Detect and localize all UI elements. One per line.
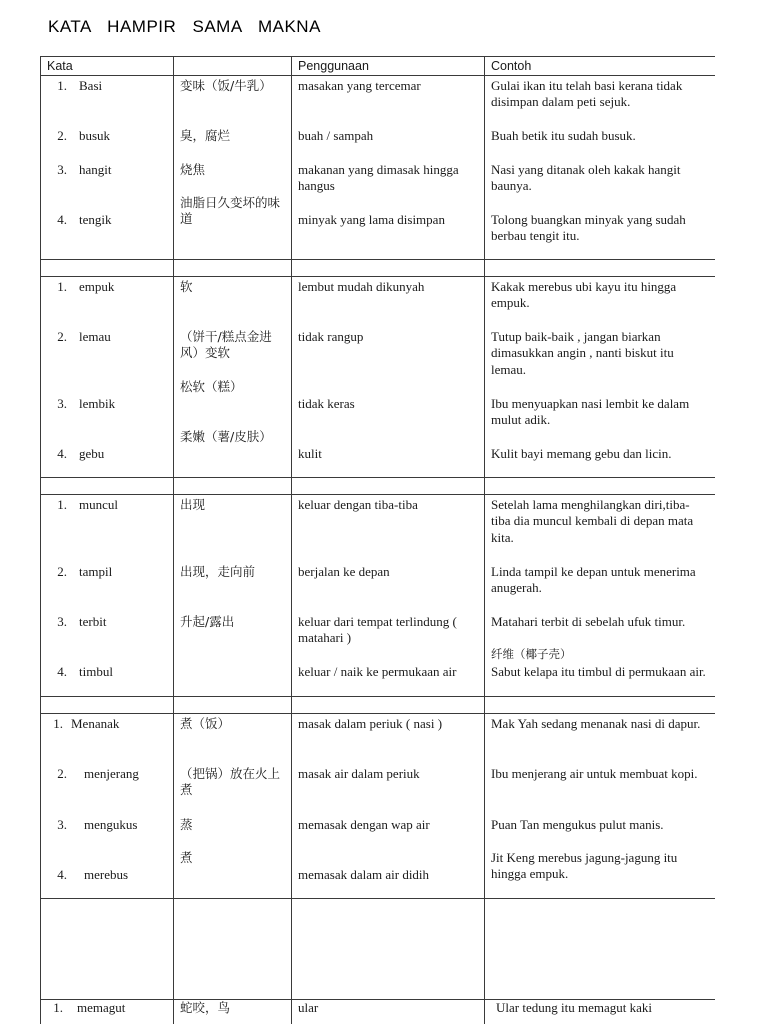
chinese-meaning: 煮（饭） [180, 715, 231, 731]
usage-text: memasak dalam air didih [298, 866, 430, 882]
usage-cell [292, 276, 485, 477]
group-row-1 [41, 75, 716, 259]
example-text: Ibu menyuapkan nasi lembit ke dalam mulut adik. [491, 395, 690, 427]
usage-text: masakan yang tercemar [298, 77, 421, 93]
chinese-meaning: 蛇咬，鸟 [180, 999, 231, 1015]
chinese-meaning: （饼干/糕点金进风）变软 [180, 328, 272, 360]
kata-word: tampil [79, 563, 113, 579]
word-table [40, 56, 715, 1024]
example-text: Tolong buangkan minyak yang sudah berbau tengit itu. [491, 211, 686, 243]
list-item: 1. Basi [57, 77, 103, 93]
chinese-meaning: 油脂日久变坏的味道 [180, 194, 281, 226]
spacer-row [41, 477, 716, 494]
example-text: Kulit bayi memang gebu dan licin. [491, 445, 672, 461]
kata-word: Basi [79, 77, 103, 93]
kata-word: mengukus [84, 816, 138, 832]
chinese-meaning: 臭，腐烂 [180, 127, 231, 143]
spacer-row [41, 259, 716, 276]
usage-text: minyak yang lama disimpan [298, 211, 445, 227]
usage-text: berjalan ke depan [298, 563, 390, 579]
kata-word: muncul [79, 496, 118, 512]
header-example: Contoh [485, 57, 716, 76]
page-title: KATA HAMPIR SAMA MAKNA [48, 17, 321, 36]
kata-word: gebu [79, 445, 105, 461]
group-row-2 [41, 276, 716, 477]
kata-word: merebus [84, 866, 129, 882]
header-kata: Kata [41, 57, 174, 76]
usage-text: keluar dengan tiba-tiba [298, 496, 418, 512]
usage-text: keluar / naik ke permukaan air [298, 663, 457, 679]
list-item: 3. terbit [57, 613, 107, 629]
chinese-cell [174, 999, 292, 1024]
example-text: Buah betik itu sudah busuk. [491, 127, 636, 143]
list-item: 4. gebu [57, 445, 105, 461]
usage-text: tidak keras [298, 395, 355, 411]
example-note: 纤维（椰子壳） [491, 646, 572, 661]
usage-text: keluar dari tempat terlindung ( matahari ) [298, 613, 457, 645]
example-text: Kakak merebus ubi kayu itu hingga empuk. [491, 278, 677, 310]
chinese-meaning: 软 [180, 278, 193, 294]
list-item: 2. lemau [57, 328, 111, 344]
kata-cell [41, 999, 174, 1024]
example-text: Linda tampil ke depan untuk menerima anugerah. [491, 563, 696, 595]
kata-word: hangit [79, 161, 112, 177]
example-text: Ular tedung itu memagut kaki [496, 999, 652, 1015]
list-item: 2. busuk [57, 127, 111, 143]
chinese-meaning: 蒸 [180, 816, 193, 832]
chinese-cell [174, 276, 292, 477]
example-text: Nasi yang ditanak oleh kakak hangit baunya. [491, 161, 681, 193]
chinese-meaning: 柔嫩（薯/皮肤） [180, 428, 272, 444]
chinese-meaning: 出现 [180, 496, 206, 512]
list-item: 1. muncul [57, 496, 118, 512]
header-chinese [174, 57, 292, 76]
list-item: 1. empuk [57, 278, 115, 294]
chinese-meaning: 出现，走向前 [180, 563, 256, 579]
chinese-meaning: 烧焦 [180, 161, 206, 177]
header-usage: Penggunaan [292, 57, 485, 76]
kata-word: empuk [79, 278, 115, 294]
example-cell [485, 713, 716, 898]
spacer-row [41, 696, 716, 713]
usage-text: masak dalam periuk ( nasi ) [298, 715, 443, 731]
list-item: 3. hangit [57, 161, 112, 177]
usage-cell [292, 494, 485, 696]
list-item: 1. memagut [53, 999, 126, 1015]
kata-word: Menanak [71, 715, 120, 731]
usage-cell [292, 713, 485, 898]
usage-text: tidak rangup [298, 328, 364, 344]
kata-cell [41, 276, 174, 477]
group-row-3 [41, 494, 716, 696]
example-text: Matahari terbit di sebelah ufuk timur. [491, 613, 686, 629]
chinese-cell [174, 713, 292, 898]
usage-text: memasak dengan wap air [298, 816, 430, 832]
usage-cell [292, 75, 485, 259]
list-item: 4. timbul [57, 663, 113, 679]
chinese-meaning: 升起/露出 [180, 613, 235, 629]
example-cell [485, 276, 716, 477]
example-text: Mak Yah sedang menanak nasi di dapur. [491, 715, 701, 731]
kata-word: lemau [79, 328, 111, 344]
list-item: 3. lembik [57, 395, 116, 411]
chinese-cell [174, 75, 292, 259]
example-cell [485, 75, 716, 259]
empty-row [41, 898, 716, 999]
kata-word: tengik [79, 211, 112, 227]
usage-text: masak air dalam periuk [298, 765, 420, 781]
usage-text: ular [298, 999, 319, 1015]
example-text: Gulai ikan itu telah basi kerana tidak disimpan dalam peti sejuk. [491, 77, 683, 109]
example-text: Tutup baik-baik , jangan biarkan dimasukkan angin , nanti biskut itu lemau. [491, 328, 674, 377]
chinese-meaning: 变味（饭/牛乳） [180, 77, 272, 93]
kata-cell [41, 494, 174, 696]
list-item: 4. merebus [57, 866, 129, 882]
example-text: Puan Tan mengukus pulut manis. [491, 816, 664, 832]
example-text: Setelah lama menghilangkan diri,tiba-tiba dia muncul kembali di depan mata kita. [491, 496, 694, 545]
list-item: 2. tampil [57, 563, 113, 579]
group-row-4 [41, 713, 716, 898]
kata-word: timbul [79, 663, 113, 679]
list-item: 4. tengik [57, 211, 112, 227]
list-item: 1. Menanak [53, 715, 120, 731]
chinese-meaning: 煮 [180, 849, 193, 865]
list-item: 3. mengukus [57, 816, 138, 832]
usage-text: makanan yang dimasak hingga hangus [298, 161, 459, 193]
word-table-sheet [40, 56, 715, 1024]
usage-text: lembut mudah dikunyah [298, 278, 425, 294]
kata-word: menjerang [84, 765, 139, 781]
kata-cell [41, 713, 174, 898]
kata-word: lembik [79, 395, 116, 411]
chinese-meaning: （把锅）放在火上煮 [180, 765, 281, 797]
chinese-meaning: 松软（糕） [180, 378, 243, 394]
kata-cell [41, 75, 174, 259]
example-cell [485, 999, 716, 1024]
example-text: Sabut kelapa itu timbul di permukaan air. [491, 663, 706, 679]
example-text: Jit Keng merebus jagung-jagung itu hingga empuk. [491, 849, 678, 881]
usage-cell [292, 999, 485, 1024]
usage-text: kulit [298, 445, 322, 461]
list-item: 2. menjerang [57, 765, 139, 781]
example-text: Ibu menjerang air untuk membuat kopi. [491, 765, 698, 781]
kata-word: memagut [77, 999, 126, 1015]
table-header-row [41, 57, 716, 76]
kata-word: busuk [79, 127, 111, 143]
kata-word: terbit [79, 613, 107, 629]
example-cell [485, 494, 716, 696]
usage-text: buah / sampah [298, 127, 374, 143]
chinese-cell [174, 494, 292, 696]
group-row-5 [41, 999, 716, 1024]
